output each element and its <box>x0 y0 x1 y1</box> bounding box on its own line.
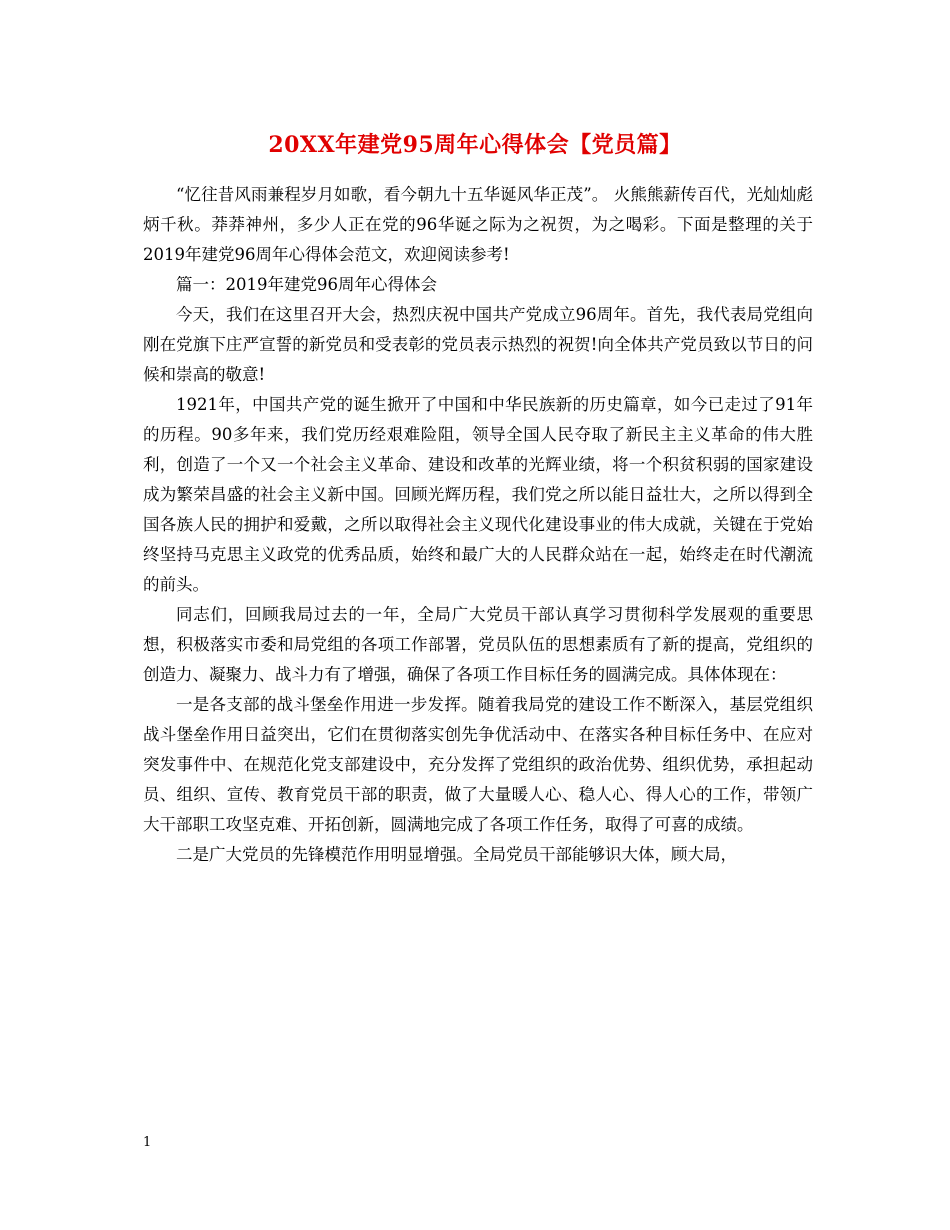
document-title: 20XX年建党95周年心得体会【党员篇】 <box>268 132 682 158</box>
paragraph-history: 1921年，中国共产党的诞生掀开了中国和中华民族新的历史篇章，如今已走过了91年的历程。90多年来，我们党历经艰难险阻，领导全国人民夺取了新民主主义革命的伟大胜利，创造了一个又一个社会主义革命、建设和改革的光辉业绩，将一个积贫积弱的国家建设成为繁荣昌盛的社会主义新中国。回顾光辉历程，我们党之所以能日益壮大，之所以得到全国各族人民的拥护和爱戴，之所以取得社会主义现代化建设事业的伟大成就，关键在于党始终坚持马克思主义政党的优秀品质，始终和最广大的人民群众站在一起，始终走在时代潮流的前头。 <box>143 395 813 594</box>
paragraph-point-one: 一是各支部的战斗堡垒作用进一步发挥。随着我局党的建设工作不断深入，基层党组织战斗堡垒作用日益突出，它们在贯彻落实创先争优活动中、在落实各种目标任务中、在应对突发事件中、在规范化党支部建设中，充分发挥了党组织的政治优势、组织优势，承担起动员、组织、宣传、教育党员干部的职责，做了大量暖人心、稳人心、得人心的工作，带领广大干部职工攻坚克难、开拓创新，圆满地完成了各项工作任务，取得了可喜的成绩。 <box>143 695 813 834</box>
page-number: 1 <box>143 1135 152 1150</box>
paragraph-intro: “忆往昔风雨兼程岁月如歌，看今朝九十五华诞风华正茂”。 火熊熊薪传百代，光灿灿彪炳千秋。莽莽神州，多少人正在党的96华诞之际为之祝贺，为之喝彩。下面是整理的关于2019年建党96周年心得体会范文，欢迎阅读参考! <box>143 185 813 264</box>
document-body <box>143 180 813 870</box>
paragraph-point-two: 二是广大党员的先锋模范作用明显增强。全局党员干部能够识大体，顾大局， <box>176 845 737 864</box>
paragraph-section-heading: 篇一：2019年建党96周年心得体会 <box>176 275 437 294</box>
paragraph-opening: 今天，我们在这里召开大会，热烈庆祝中国共产党成立96周年。首先，我代表局党组向刚在党旗下庄严宣誓的新党员和受表彰的党员表示热烈的祝贺!向全体共产党员致以节日的问候和崇高的敬意! <box>143 305 813 384</box>
paragraph-review: 同志们，回顾我局过去的一年，全局广大党员干部认真学习贯彻科学发展观的重要思想，积极落实市委和局党组的各项工作部署，党员队伍的思想素质有了新的提高，党组织的创造力、凝聚力、战斗力有了增强，确保了各项工作目标任务的圆满完成。具体体现在： <box>143 605 813 684</box>
